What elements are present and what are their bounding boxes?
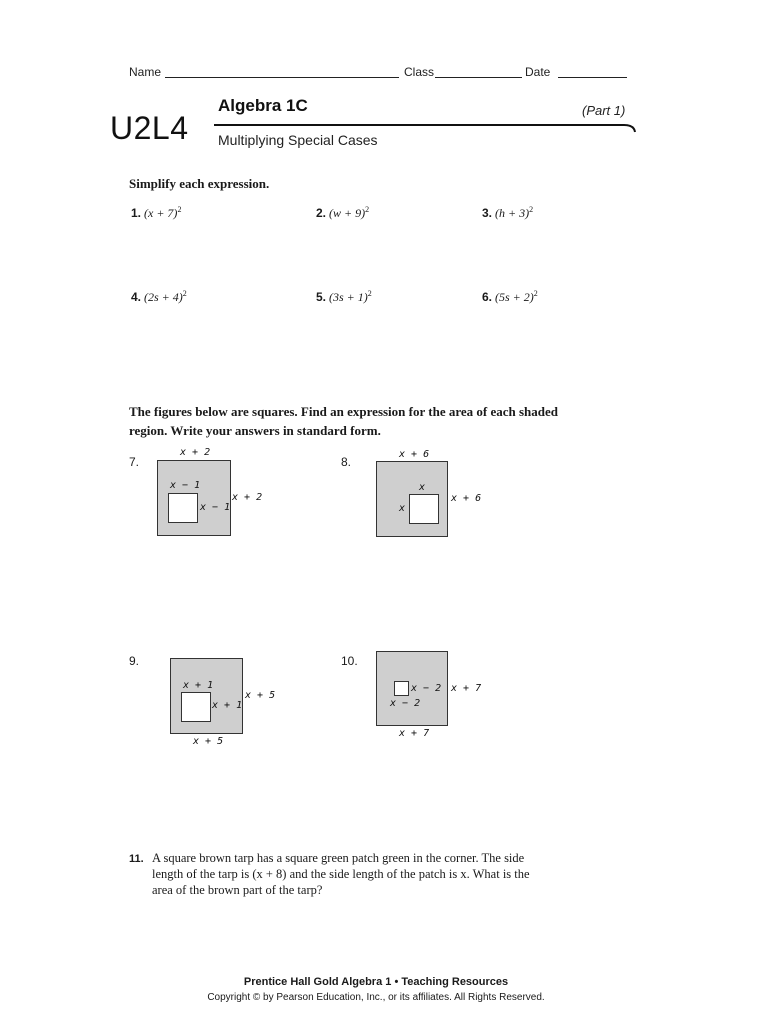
lesson-subtitle: Multiplying Special Cases xyxy=(218,132,378,148)
class-label: Class xyxy=(404,65,435,79)
figure-8-inner-side-label: x xyxy=(399,503,406,514)
date-label: Date xyxy=(525,65,551,79)
figure-9-outer-bottom-label: x + 5 xyxy=(193,736,224,747)
footer-copyright: Copyright © by Pearson Education, Inc., or its affiliates. All Rights Reserved. xyxy=(207,992,545,1003)
footer-title: Prentice Hall Gold Algebra 1 • Teaching Resources xyxy=(243,976,509,988)
problem-4: 4. $(2s + 4)^2$ xyxy=(131,289,187,304)
section2-instructions: The figures below are squares. Find an expression for the area of each shaded region. Write your answers in standard form. xyxy=(129,404,559,438)
figure-9-outer-side-label: x + 5 xyxy=(245,690,276,701)
figure-9-inner-side-label: x + 1 xyxy=(212,700,243,711)
figure-10-inner-square xyxy=(394,681,409,696)
figure-7-outer-top-label: x + 2 xyxy=(180,447,211,458)
figure-7-inner-top-label: x − 1 xyxy=(170,480,201,491)
problem-1: 1. $(x + 7)^2$ xyxy=(131,205,182,220)
figure-8-inner-square xyxy=(409,494,439,524)
figure-8-outer-top-label: x + 6 xyxy=(399,449,430,460)
figure-10-outer-side-label: x + 7 xyxy=(451,683,482,694)
figure-8-outer-side-label: x + 6 xyxy=(451,493,482,504)
figure-10-inner-bottom-label: x − 2 xyxy=(390,698,421,709)
name-field-line[interactable] xyxy=(165,77,399,78)
date-field-line[interactable] xyxy=(558,77,627,78)
figure-7-outer-side-label: x + 2 xyxy=(232,492,263,503)
figure-10-inner-side-label: x − 2 xyxy=(411,683,442,694)
class-field-line[interactable] xyxy=(435,77,522,78)
course-title: Algebra 1C xyxy=(218,96,308,115)
figure-7-number: 7. xyxy=(129,455,140,469)
figure-10-outer-bottom-label: x + 7 xyxy=(399,728,430,739)
unit-code: U2L4 xyxy=(110,110,189,146)
figure-10-number: 10. xyxy=(341,654,358,668)
problem-3: 3. $(h + 3)^2$ xyxy=(482,205,534,220)
problem-2: 2. $(w + 9)^2$ xyxy=(316,205,370,220)
figure-9-number: 9. xyxy=(129,654,140,668)
part-label: (Part 1) xyxy=(582,103,626,118)
problem-5: 5. $(3s + 1)^2$ xyxy=(316,289,372,304)
figure-7-inner-square xyxy=(168,493,198,523)
problem-11-number: 11. xyxy=(129,853,144,865)
figure-8-inner-top-label: x xyxy=(419,482,426,493)
figure-9-inner-square xyxy=(181,692,211,722)
section1-instructions: Simplify each expression. xyxy=(129,176,270,191)
figure-9-inner-top-label: x + 1 xyxy=(183,680,214,691)
problem-11-text: A square brown tarp has a square green patch green in the corner. The side length of the tarp is (x + 8) and the side length of the patch is x. What is the area of the brown part of the tarp? xyxy=(152,851,530,897)
figure-7-inner-side-label: x − 1 xyxy=(200,502,231,513)
problem-6: 6. $(5s + 2)^2$ xyxy=(482,289,538,304)
name-label: Name xyxy=(129,65,162,79)
figure-8-number: 8. xyxy=(341,455,352,469)
